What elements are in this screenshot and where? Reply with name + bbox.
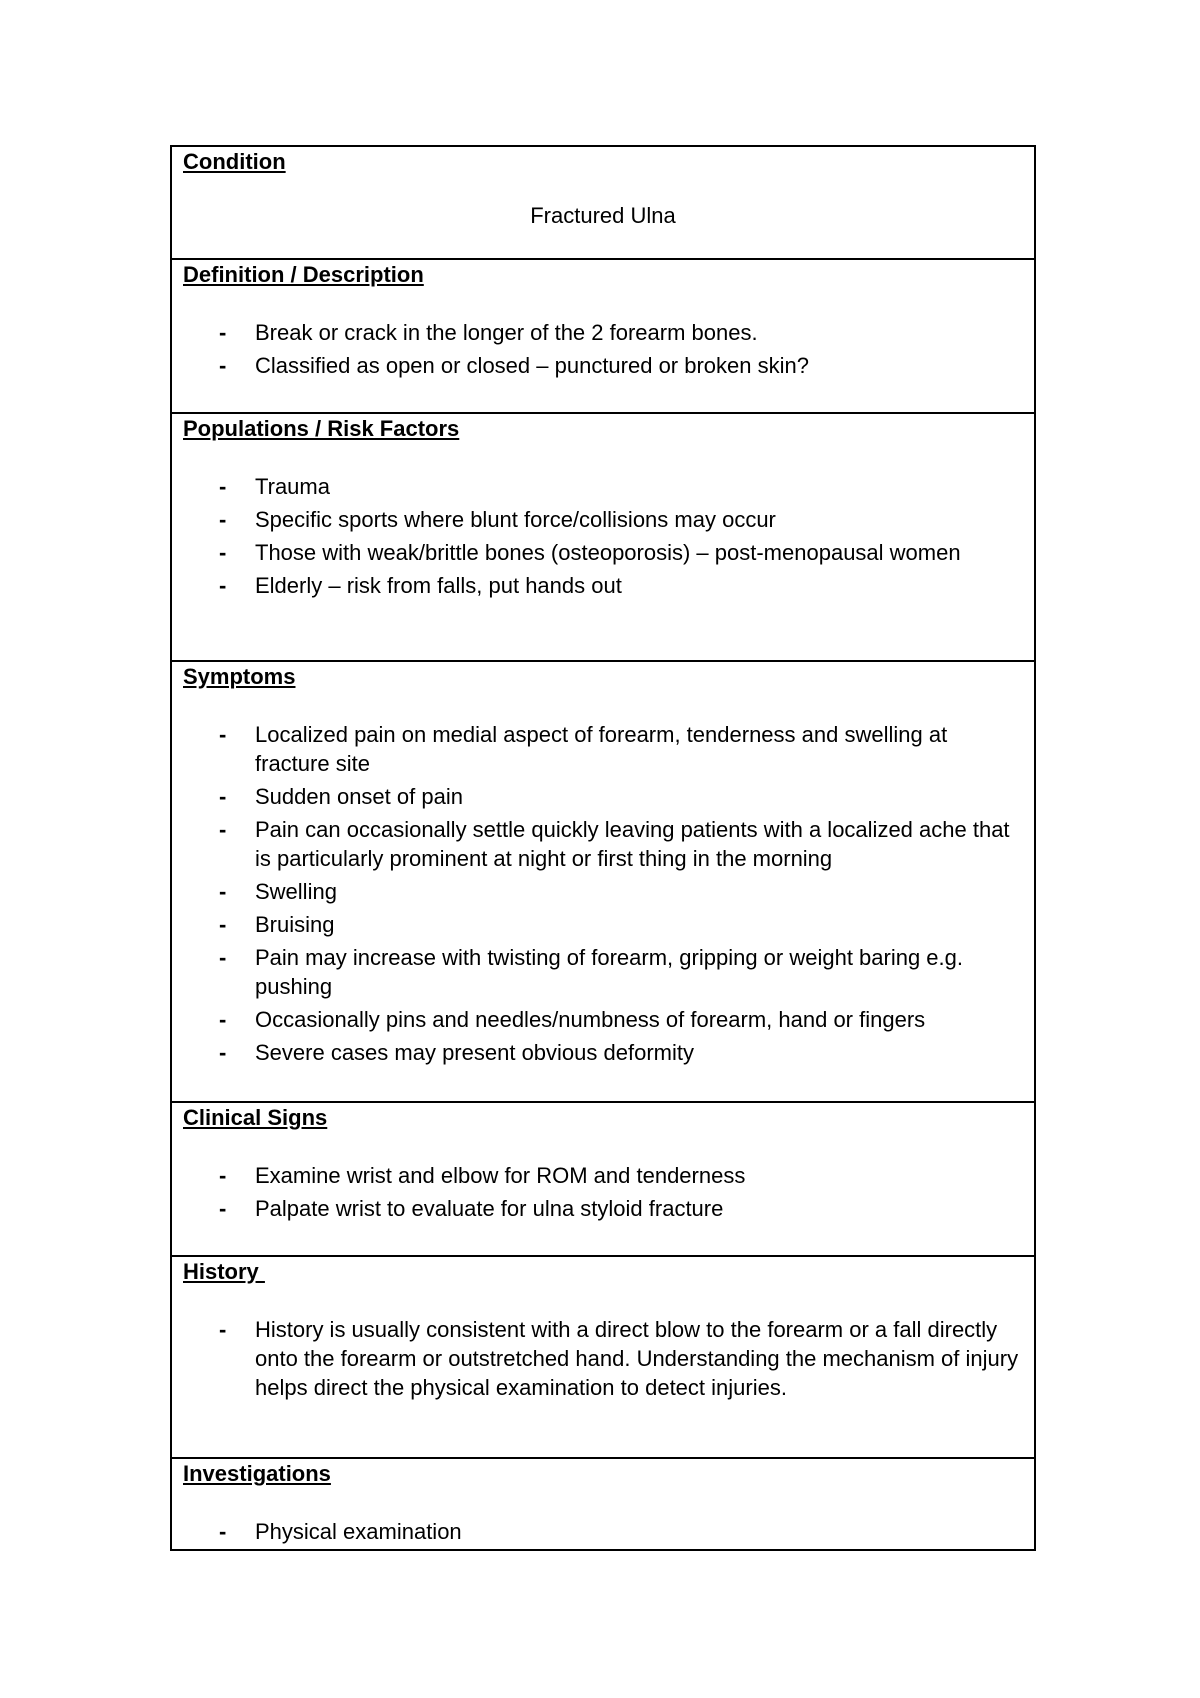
symptoms-list (183, 690, 1023, 1067)
list-item: - Those with weak/brittle bones (osteoporosis) – post-menopausal women (219, 540, 961, 565)
investigations-section (172, 1459, 1034, 1549)
clinical-signs-section (172, 1103, 1034, 1257)
list-item: - Physical examination (219, 1519, 462, 1544)
list-item: - Pain may increase with twisting of forearm, gripping or weight baring e.g. pushing (219, 945, 964, 999)
bullet-dash: - (219, 474, 227, 499)
symptoms-section (172, 662, 1034, 1103)
list-item: - Sudden onset of pain (219, 784, 463, 809)
bullet-dash: - (219, 320, 227, 345)
populations-section (172, 414, 1034, 662)
bullet-dash: - (219, 540, 227, 565)
populations-list (183, 442, 1023, 600)
list-item: - Classified as open or closed – punctured or broken skin? (219, 353, 809, 378)
bullet-dash: - (219, 722, 227, 747)
list-item: - Swelling (219, 879, 337, 904)
bullet-dash: - (219, 1196, 227, 1221)
condition-heading: Condition (183, 149, 286, 174)
history-list (183, 1285, 1023, 1402)
symptoms-heading: Symptoms (183, 664, 296, 689)
history-section (172, 1257, 1034, 1459)
list-item: - Localized pain on medial aspect of forearm, tenderness and swelling at fracture site (219, 722, 948, 776)
bullet-dash: - (219, 1007, 227, 1032)
condition-table (170, 145, 1036, 1551)
definition-list (183, 288, 1023, 380)
list-item: - Examine wrist and elbow for ROM and tenderness (219, 1163, 746, 1188)
condition-section (172, 147, 1034, 260)
bullet-dash: - (219, 1040, 227, 1065)
bullet-dash: - (219, 912, 227, 937)
list-item: - Elderly – risk from falls, put hands out (219, 573, 622, 598)
list-item: - Pain can occasionally settle quickly leaving patients with a localized ache that is particularly prominent at night or first thing in the morning (219, 817, 1010, 871)
list-item: - Bruising (219, 912, 335, 937)
history-heading: History (183, 1259, 265, 1284)
bullet-dash: - (219, 817, 227, 842)
bullet-dash: - (219, 1317, 227, 1342)
bullet-dash: - (219, 945, 227, 970)
investigations-heading: Investigations (183, 1461, 331, 1486)
list-item: - Occasionally pins and needles/numbness of forearm, hand or fingers (219, 1007, 926, 1032)
clinical-signs-list (183, 1131, 1023, 1223)
list-item: - Specific sports where blunt force/collisions may occur (219, 507, 776, 532)
bullet-dash: - (219, 784, 227, 809)
investigations-list (183, 1487, 1023, 1546)
definition-heading: Definition / Description (183, 262, 424, 287)
definition-section (172, 260, 1034, 414)
bullet-dash: - (219, 507, 227, 532)
clinical-signs-heading: Clinical Signs (183, 1105, 328, 1130)
list-item: - History is usually consistent with a direct blow to the forearm or a fall directly onto the forearm or outstretched hand. Understanding the mechanism of injury helps direct the physical examination to detect injuries. (219, 1317, 1019, 1400)
list-item: - Palpate wrist to evaluate for ulna styloid fracture (219, 1196, 724, 1221)
list-item: - Break or crack in the longer of the 2 forearm bones. (219, 320, 758, 345)
bullet-dash: - (219, 573, 227, 598)
populations-heading: Populations / Risk Factors (183, 416, 460, 441)
bullet-dash: - (219, 1163, 227, 1188)
bullet-dash: - (219, 1519, 227, 1544)
list-item: - Trauma (219, 474, 330, 499)
bullet-dash: - (219, 353, 227, 378)
list-item: - Severe cases may present obvious deformity (219, 1040, 694, 1065)
condition-name: Fractured Ulna (530, 203, 676, 228)
bullet-dash: - (219, 879, 227, 904)
